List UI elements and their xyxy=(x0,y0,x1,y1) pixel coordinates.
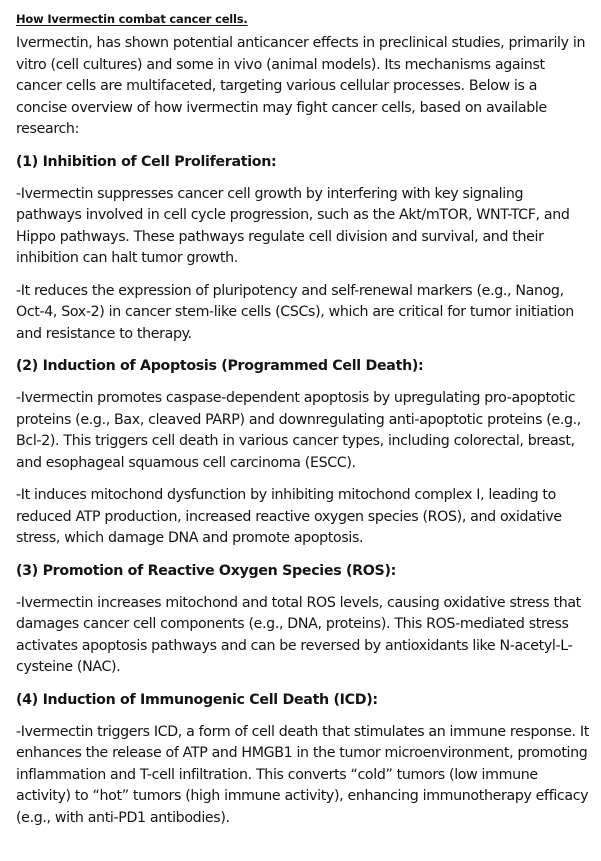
section-ros xyxy=(16,561,591,679)
document-page xyxy=(16,11,591,840)
section-paragraph: -Ivermectin suppresses cancer cell growth by interfering with key signaling pathways involved in cell cycle progression, such as the Akt/mTOR, WNT-TCF, and Hippo pathways. These pathways regulate cell division and survival, and their inhibition can halt tumor growth. xyxy=(16,185,570,266)
section-heading: (3) Promotion of Reactive Oxygen Species (ROS): xyxy=(16,562,397,579)
section-cell-proliferation xyxy=(16,152,591,346)
section-paragraph: -Ivermectin promotes caspase-dependent apoptosis by upregulating pro-apoptotic proteins (e.g., Bax, cleaved PARP) and downregulating anti-apoptotic proteins (e.g., Bcl-2). This triggers cell death in various cancer types, including colorectal, breast, and esophageal squamous cell carcinoma (ESCC). xyxy=(16,390,581,471)
section-heading: (4) Induction of Immunogenic Cell Death (ICD): xyxy=(16,691,378,708)
intro-paragraph: Ivermectin, has shown potential anticancer effects in preclinical studies, primarily in vitro (cell cultures) and some in vivo (animal models). Its mechanisms against cancer cells are multifaceted, targeting various cellular processes. Below is a concise overview of how ivermectin may fight cancer cells, based on available research: xyxy=(16,35,586,137)
document-title: How Ivermectin combat cancer cells. xyxy=(16,12,248,26)
section-paragraph: -Ivermectin triggers ICD, a form of cell death that stimulates an immune response. It enhances the release of ATP and HMGB1 in the tumor microenvironment, promoting inflammation and T-cell infiltration. This converts “cold” tumors (low immune activity) to “hot” tumors (high immune activity), enhancing immunotherapy efficacy (e.g., with anti-PD1 antibodies). xyxy=(16,723,589,826)
section-paragraph: -It induces mitochond dysfunction by inhibiting mitochond complex I, leading to reduced ATP production, increased reactive oxygen species (ROS), and oxidative stress, which damage DNA and promote apoptosis. xyxy=(16,487,562,546)
section-immunogenic-cell-death xyxy=(16,690,591,830)
section-heading: (2) Induction of Apoptosis (Programmed Cell Death): xyxy=(16,358,424,374)
section-apoptosis xyxy=(16,356,591,550)
section-heading: (1) Inhibition of Cell Proliferation: xyxy=(16,153,277,170)
section-paragraph: -It reduces the expression of pluripotency and self-renewal markers (e.g., Nanog, Oct-4, Sox-2) in cancer stem-like cells (CSCs), which are critical for tumor initiation and resistance to therapy. xyxy=(16,282,574,342)
section-paragraph: -Ivermectin increases mitochond and total ROS levels, causing oxidative stress that damages cancer cell components (e.g., DNA, proteins). This ROS-mediated stress activates apoptosis pathways and can be reversed by antioxidants like N-acetyl-L-cysteine (NAC). xyxy=(16,594,581,675)
